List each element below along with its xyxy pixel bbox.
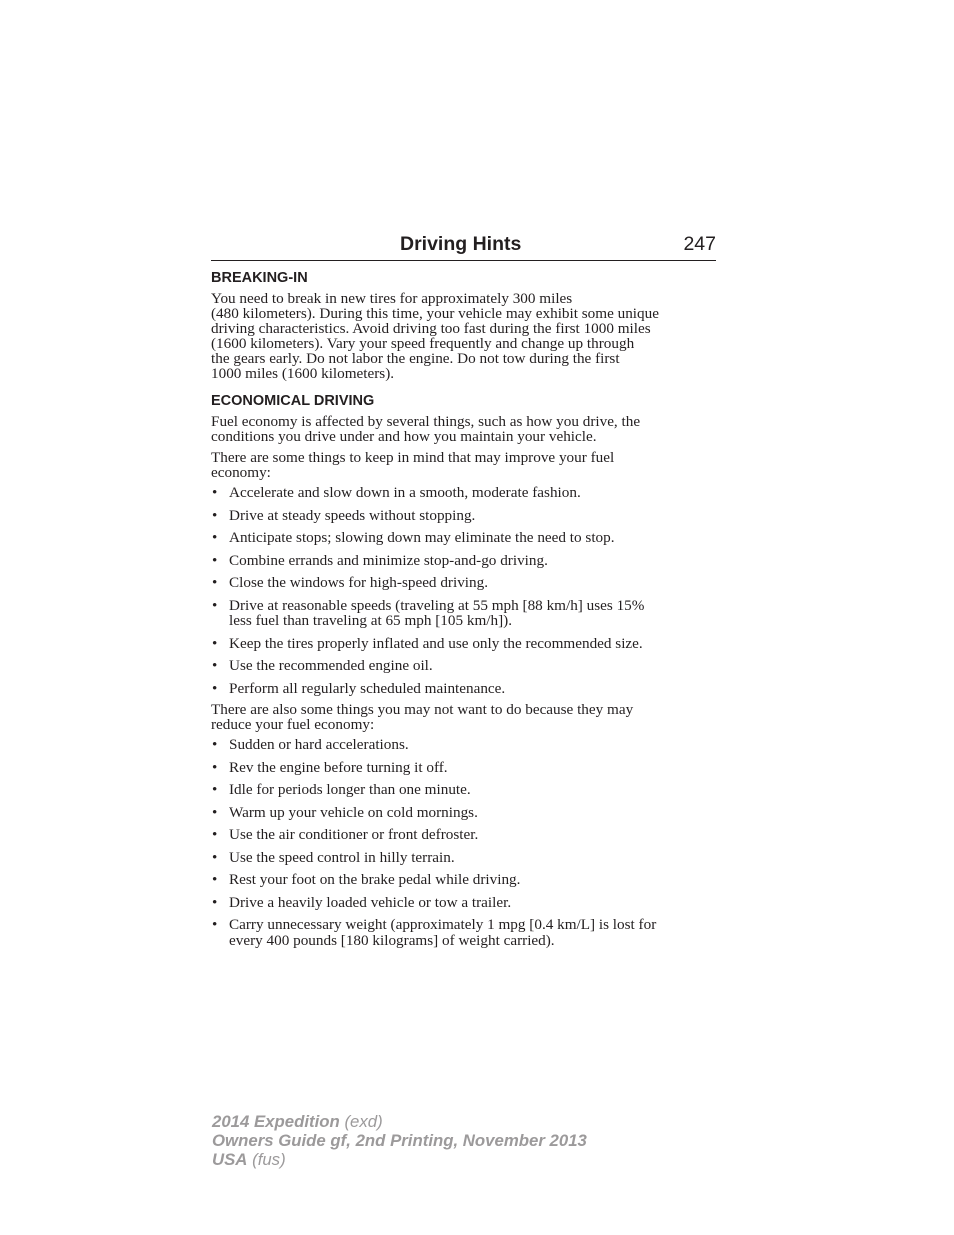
list-item-text: Warm up your vehicle on cold mornings.: [229, 803, 478, 821]
bullet-icon: •: [212, 871, 218, 888]
footer-line-model: [212, 1112, 587, 1131]
page-footer: [212, 1112, 587, 1169]
list-item: [211, 850, 716, 866]
text-line: You need to break in new tires for approximately 300 miles: [211, 290, 573, 307]
list-item: [211, 553, 716, 569]
list-item: [211, 917, 716, 948]
list-item: [211, 782, 716, 798]
footer-line-guide: [212, 1131, 587, 1150]
text-line: economy:: [211, 464, 271, 481]
list-item: [211, 872, 716, 888]
footer-region-code: (fus): [247, 1150, 286, 1169]
text-line: Fuel economy is affected by several things, such as how you drive, the: [211, 413, 641, 430]
list-item-text: Perform all regularly scheduled maintenance.: [229, 679, 506, 697]
list-item-text: Drive at steady speeds without stopping.: [229, 506, 476, 524]
list-item: [211, 827, 716, 843]
bullet-icon: •: [212, 848, 218, 866]
bullet-icon: •: [212, 596, 218, 614]
text-line: conditions you drive under and how you maintain your vehicle.: [211, 428, 597, 445]
page-content: [211, 229, 716, 955]
list-item: [211, 895, 716, 911]
economy-intro-paragraph: [211, 414, 716, 444]
reduce-intro-paragraph: [211, 702, 716, 732]
footer-model: 2014 Expedition: [212, 1112, 340, 1131]
section-heading-breaking-in: BREAKING-IN: [211, 270, 308, 286]
list-item-text: Close the windows for high-speed driving.: [229, 574, 488, 591]
list-item-text: Idle for periods longer than one minute.: [229, 781, 471, 798]
bullet-icon: •: [212, 551, 218, 569]
text-line: There are also some things you may not want to do because they may: [211, 701, 634, 718]
text-line: (1600 kilometers). Vary your speed frequently and change up through: [211, 335, 635, 352]
list-item-text: less fuel than traveling at 65 mph [105 km/h]).: [229, 612, 513, 629]
text-line: the gears early. Do not labor the engine. Do not tow during the first: [211, 350, 620, 367]
list-item: [211, 760, 716, 776]
bullet-icon: •: [212, 679, 218, 697]
list-item: [211, 485, 716, 501]
chapter-title: Driving Hints: [400, 233, 522, 255]
list-item-text: Use the air conditioner or front defroster.: [229, 826, 479, 843]
list-item-text: every 400 pounds [180 kilograms] of weight carried).: [229, 931, 555, 949]
list-item-text: Use the speed control in hilly terrain.: [229, 848, 455, 866]
footer-guide: Owners Guide gf, 2nd Printing, November 2013: [212, 1131, 587, 1150]
list-item: [211, 575, 716, 591]
bullet-icon: •: [212, 484, 218, 501]
text-line: There are some things to keep in mind that may improve your fuel: [211, 449, 615, 466]
section-heading-economical-driving: ECONOMICAL DRIVING: [211, 393, 375, 409]
list-item: [211, 508, 716, 524]
list-item: [211, 805, 716, 821]
text-line: driving characteristics. Avoid driving too fast during the first 1000 miles: [211, 320, 651, 337]
list-item-text: Drive a heavily loaded vehicle or tow a trailer.: [229, 893, 512, 911]
bullet-icon: •: [212, 758, 218, 776]
list-item-text: Keep the tires properly inflated and use only the recommended size.: [229, 634, 643, 652]
bullet-icon: •: [212, 781, 218, 798]
bullet-icon: •: [212, 634, 218, 652]
list-item-text: Use the recommended engine oil.: [229, 657, 433, 674]
breaking-in-paragraph: [211, 291, 716, 381]
list-item: [211, 530, 716, 546]
bullet-icon: •: [212, 803, 218, 821]
bullet-icon: •: [212, 826, 218, 843]
list-item-text: Rev the engine before turning it off.: [229, 758, 448, 776]
bullet-icon: •: [212, 529, 218, 546]
list-item-text: Anticipate stops; slowing down may eliminate the need to stop.: [229, 529, 615, 546]
reduce-list: [211, 737, 716, 948]
list-item-text: Carry unnecessary weight (approximately 1 mpg [0.4 km/L] is lost for: [229, 916, 657, 933]
list-item-text: Combine errands and minimize stop-and-go driving.: [229, 551, 548, 569]
list-item-text: Sudden or hard accelerations.: [229, 736, 409, 753]
bullet-icon: •: [212, 657, 218, 674]
footer-model-code: (exd): [339, 1112, 383, 1131]
bullet-icon: •: [212, 506, 218, 524]
list-item: [211, 636, 716, 652]
list-item-text: Drive at reasonable speeds (traveling at 55 mph [88 km/h] uses 15%: [229, 596, 645, 614]
page-number: 247: [683, 233, 716, 255]
footer-region: USA: [212, 1150, 248, 1169]
improve-list: [211, 485, 716, 696]
text-line: (480 kilometers). During this time, your vehicle may exhibit some unique: [211, 305, 659, 322]
bullet-icon: •: [212, 736, 218, 753]
list-item: [211, 681, 716, 697]
improve-intro-paragraph: [211, 450, 716, 480]
bullet-icon: •: [212, 574, 218, 591]
bullet-icon: •: [212, 916, 218, 933]
list-item: [211, 598, 716, 629]
list-item-text: Accelerate and slow down in a smooth, moderate fashion.: [229, 484, 581, 501]
bullet-icon: •: [212, 893, 218, 911]
list-item: [211, 658, 716, 674]
page-header: [211, 229, 716, 261]
list-item-text: Rest your foot on the brake pedal while driving.: [229, 871, 521, 888]
text-line: 1000 miles (1600 kilometers).: [211, 365, 395, 382]
list-item: [211, 737, 716, 753]
text-line: reduce your fuel economy:: [211, 716, 375, 733]
footer-line-region: [212, 1150, 587, 1169]
